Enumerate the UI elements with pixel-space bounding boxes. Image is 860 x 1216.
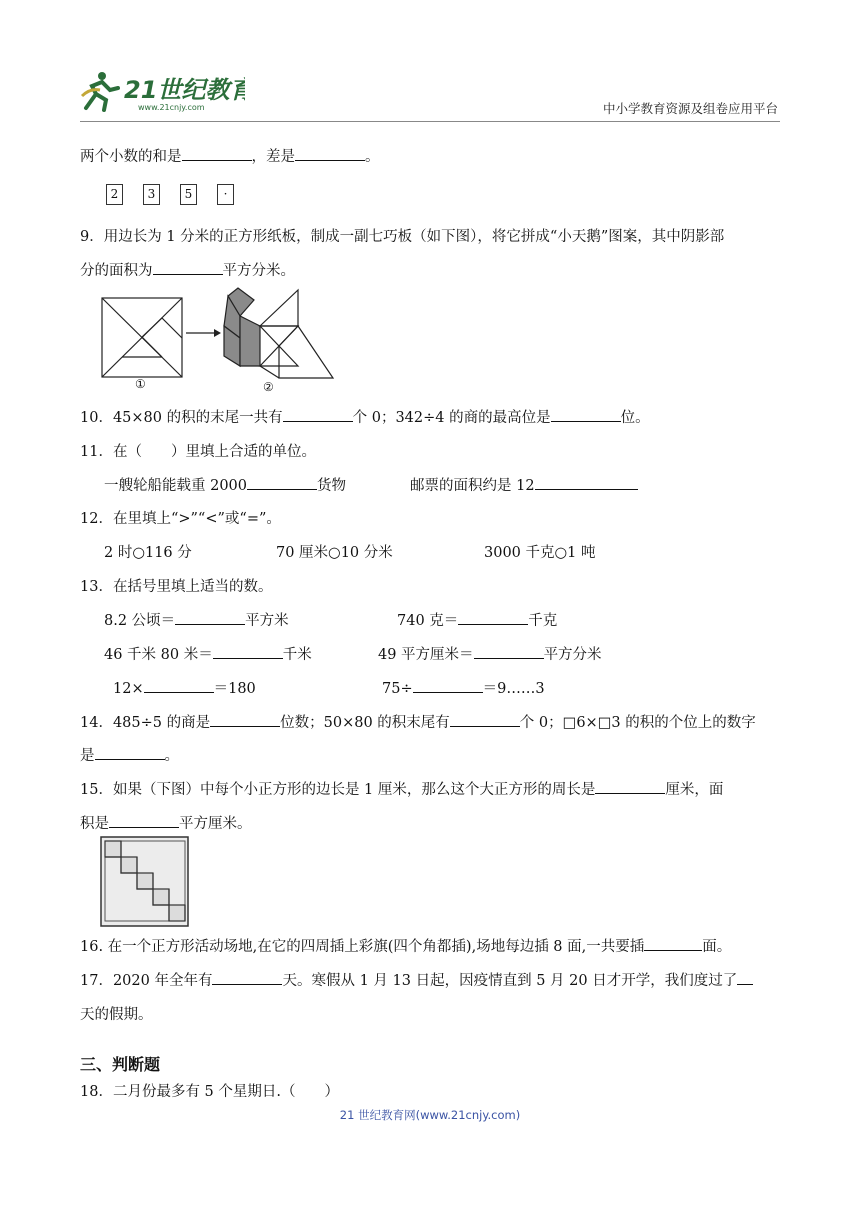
q8-blank-sum[interactable] bbox=[182, 146, 252, 161]
q14-line2 bbox=[80, 744, 179, 765]
q17-text-a: 17．2020 年全年有 bbox=[80, 973, 213, 989]
q17-line1 bbox=[80, 969, 753, 990]
q16-text-b: 面。 bbox=[702, 939, 732, 955]
q10-blank-zeros[interactable] bbox=[283, 407, 353, 422]
header-divider bbox=[80, 121, 780, 122]
q15-text-c: 积是 bbox=[80, 816, 109, 832]
q13-text: 740 克＝ bbox=[397, 613, 459, 629]
q13-text: 8.2 公顷＝ bbox=[104, 613, 176, 629]
q9-text-a: 分的面积为 bbox=[80, 263, 153, 279]
figure-label-1: ① bbox=[135, 377, 146, 391]
q12-title: 12．在里填上“>”“<”或“=”。 bbox=[80, 511, 281, 527]
q8-sum-diff-line bbox=[80, 145, 380, 166]
digit-card: 5 bbox=[180, 184, 197, 205]
q9-line2 bbox=[80, 259, 295, 280]
runner-icon bbox=[82, 72, 118, 110]
q13-item bbox=[113, 677, 256, 698]
decimal-point-card: · bbox=[217, 184, 234, 205]
q14-text-c: 个 0；□6×□3 的积的个位上的数字 bbox=[519, 715, 756, 731]
q15-text-d: 平方厘米。 bbox=[179, 816, 252, 832]
q17-line2: 天的假期。 bbox=[80, 1007, 153, 1023]
q11-item-a bbox=[104, 474, 346, 495]
page-footer: 21 世纪教育网(www.21cnjy.com) bbox=[339, 1108, 521, 1122]
logo-url: www.21cnjy.com bbox=[138, 103, 205, 112]
q13-title: 13．在括号里填上适当的数。 bbox=[80, 579, 273, 595]
q10-text-a: 10．45×80 的积的末尾一共有 bbox=[80, 410, 283, 426]
q11-title: 11．在（ ）里填上合适的单位。 bbox=[80, 444, 316, 460]
q18-line: 18．二月份最多有 5 个星期日.（ ） bbox=[80, 1084, 340, 1100]
q13-blank[interactable] bbox=[458, 610, 528, 625]
q8-blank-diff[interactable] bbox=[295, 146, 365, 161]
arrow-icon bbox=[186, 329, 221, 337]
q15-text-a: 15．如果（下图）中每个小正方形的边长是 1 厘米，那么这个大正方形的周长是 bbox=[80, 782, 596, 798]
platform-name: 中小学教育资源及组卷应用平台 bbox=[602, 101, 778, 116]
q13-item bbox=[104, 643, 312, 664]
digit-card: 2 bbox=[106, 184, 123, 205]
q13-text: 49 平方厘米＝ bbox=[378, 647, 474, 663]
q11-blank-b[interactable] bbox=[535, 475, 638, 490]
q13-text: 千克 bbox=[528, 613, 558, 629]
figure-label-2: ② bbox=[263, 380, 274, 394]
q12-item: 70 厘米○10 分米 bbox=[276, 545, 393, 561]
q14-text-b: 位数；50×80 的积末尾有 bbox=[280, 715, 450, 731]
staircase-square-figure bbox=[100, 836, 190, 928]
digit-card: 3 bbox=[143, 184, 160, 205]
q13-text: ＝180 bbox=[213, 681, 256, 697]
q10-blank-place[interactable] bbox=[551, 407, 621, 422]
q16-blank-flags[interactable] bbox=[644, 936, 702, 951]
q8-text-b: ，差是 bbox=[251, 149, 295, 165]
swan-figure bbox=[224, 288, 333, 378]
q11-text-a1: 一艘轮船能载重 2000 bbox=[104, 478, 248, 494]
site-logo bbox=[80, 68, 245, 114]
q17-blank-holiday[interactable] bbox=[737, 970, 753, 985]
q13-item bbox=[104, 609, 289, 630]
q13-text: 12× bbox=[113, 681, 144, 697]
q13-blank[interactable] bbox=[474, 644, 544, 659]
q16-line bbox=[80, 935, 731, 956]
q13-text: 75÷ bbox=[382, 681, 413, 697]
q15-line2 bbox=[80, 812, 252, 833]
q8-text-c: 。 bbox=[365, 149, 380, 165]
q10-text-b: 个 0；342÷4 的商的最高位是 bbox=[352, 410, 551, 426]
q9-blank-area[interactable] bbox=[153, 260, 223, 275]
q9-text-b: 平方分米。 bbox=[222, 263, 295, 279]
q14-text-a: 14．485÷5 的商是 bbox=[80, 715, 211, 731]
logo-wordmark: 21世纪教育 bbox=[124, 76, 245, 104]
q10-text-c: 位。 bbox=[620, 410, 650, 426]
q12-item: 2 时○116 分 bbox=[104, 545, 192, 561]
q14-blank-digits[interactable] bbox=[210, 712, 280, 727]
tangram-figure bbox=[98, 286, 338, 398]
q12-item: 3000 千克○1 吨 bbox=[484, 545, 596, 561]
q14-text-d: 是 bbox=[80, 748, 95, 764]
q11-text-b1: 邮票的面积约是 12 bbox=[410, 478, 535, 494]
q13-text: 46 千米 80 米＝ bbox=[104, 647, 213, 663]
q15-blank-perimeter[interactable] bbox=[595, 779, 665, 794]
q13-blank[interactable] bbox=[144, 678, 214, 693]
q11-blank-a[interactable] bbox=[247, 475, 317, 490]
q9-line1: 9．用边长为 1 分米的正方形纸板，制成一副七巧板（如下图），将它拼成“小天鹅”图案，其中阴影部 bbox=[80, 229, 725, 245]
q13-blank[interactable] bbox=[175, 610, 245, 625]
q10-line bbox=[80, 406, 650, 427]
q15-blank-area[interactable] bbox=[109, 813, 179, 828]
q15-text-b: 厘米，面 bbox=[665, 782, 724, 798]
q13-text: 平方米 bbox=[245, 613, 289, 629]
tangram-square bbox=[102, 298, 182, 377]
q13-text: 平方分米 bbox=[543, 647, 602, 663]
q16-text-a: 16. 在一个正方形活动场地,在它的四周插上彩旗(四个角都插),场地每边插 8 面,一共要插 bbox=[80, 939, 645, 955]
q17-text-b: 天。寒假从 1 月 13 日起，因疫情直到 5 月 20 日才开学，我们度过了 bbox=[282, 973, 738, 989]
q8-text-a: 两个小数的和是 bbox=[80, 149, 182, 165]
q13-item bbox=[382, 677, 545, 698]
q13-blank[interactable] bbox=[413, 678, 483, 693]
section-heading: 三、判断题 bbox=[80, 1055, 161, 1074]
q17-blank-days-year[interactable] bbox=[212, 970, 282, 985]
q14-line1 bbox=[80, 711, 756, 732]
q11-text-a2: 货物 bbox=[317, 478, 347, 494]
q14-text-e: 。 bbox=[164, 748, 179, 764]
q15-line1 bbox=[80, 778, 723, 799]
q8-digit-cards bbox=[106, 184, 254, 205]
q13-text: ＝9……3 bbox=[482, 681, 545, 697]
q14-blank-zeros[interactable] bbox=[450, 712, 520, 727]
q13-text: 千米 bbox=[282, 647, 312, 663]
q11-item-b bbox=[410, 474, 638, 495]
q13-item bbox=[378, 643, 602, 664]
q13-item bbox=[397, 609, 557, 630]
q13-blank[interactable] bbox=[213, 644, 283, 659]
q14-blank-ones[interactable] bbox=[95, 745, 165, 760]
